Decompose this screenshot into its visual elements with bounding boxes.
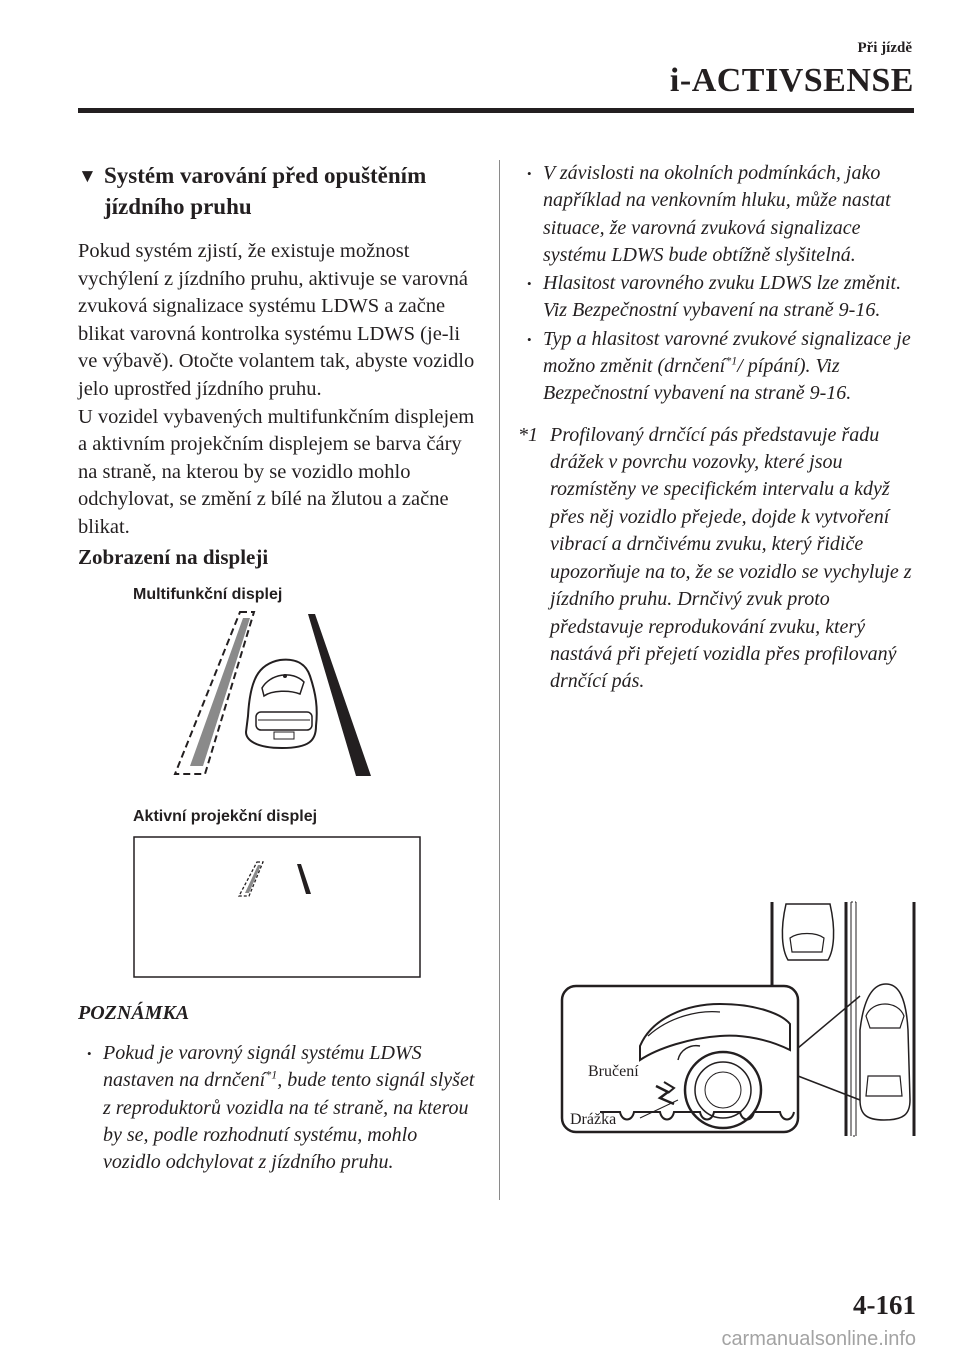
side-car-icon <box>860 984 910 1120</box>
header-rule <box>78 108 914 113</box>
right-lane-line <box>308 614 371 776</box>
triangle-bullet-icon: ▼ <box>78 166 97 187</box>
paragraph: Pokud systém zjistí, že existuje možnost vychýlení z jízdního pruhu, aktivuje se varovná zvuková signalizace systému LDWS a začne blikat varovná kontrolka systému LDWS (je-li ve výbavě). Otočte volantem tak, abyste vozidlo jelo uprostřed jízdního pruhu. <box>78 240 475 400</box>
subheading: Zobrazení na displeji <box>78 544 269 569</box>
multifunction-display-label: Multifunkční displej <box>133 586 283 603</box>
section-title <box>78 160 478 222</box>
rumble-strip-band <box>851 902 856 1136</box>
left-lane-line-highlight <box>190 618 250 766</box>
column-divider <box>499 160 500 1200</box>
multifunction-display-figure <box>170 608 460 778</box>
left-column <box>78 160 478 1174</box>
note-item: • Pokud je varovný signál systému LDWS nastaven na drnčení$^{*1}$, bude tento signál slyšet z reproduktorů vozidla na té straně, na kterou by se, podle rozhodnutí systému, mohlo vozidlo odchylovat z jízdního pruhu. <box>78 1040 478 1176</box>
page-number: 4-161 <box>853 1290 916 1320</box>
note-item: • Typ a hlasitost varovné zvukové signalizace je možno změnit (drnčení$^{*1}$/ pípání). Viz Bezpečnostní vybavení na straně 9-16. <box>518 326 918 408</box>
headup-display-figure <box>133 836 421 978</box>
section-body <box>78 238 478 570</box>
paragraph: U vozidel vybavených multifunkčním displejem a aktivním projekčním displejem se barva čáry na straně, na kterou by se vozidlo mohlo odchylovat, se změní z bílé na žlutou a začne blikat. <box>78 405 475 538</box>
note-list <box>78 1040 478 1176</box>
watermark: carmanualsonline.info <box>721 1328 916 1350</box>
footnote <box>518 422 922 696</box>
chapter-name: Při jízdě <box>857 40 912 56</box>
right-column <box>518 160 918 696</box>
top-car-icon <box>782 904 833 960</box>
note-heading: POZNÁMKA <box>78 1002 190 1024</box>
groove-label: Drážka <box>570 1111 617 1128</box>
rumble-label: Bručení <box>588 1063 639 1080</box>
section-header-title: i-ACTIVSENSE <box>669 62 914 99</box>
rumble-strip-figure <box>560 900 920 1138</box>
headup-display-label: Aktivní projekční displej <box>133 808 318 825</box>
car-rear-icon <box>246 660 317 748</box>
note-item: • V závislosti na okolních podmínkách, jako například na venkovním hluku, může nastat situace, že varovná zvuková signalizace systému LDWS bude obtížně slyšitelná. <box>518 160 918 269</box>
footnote-mark: *1 <box>518 423 538 446</box>
note-item: • Hlasitost varovného zvuku LDWS lze změnit. Viz Bezpečnostní vybavení na straně 9-16. <box>518 270 918 325</box>
footnote-text: Profilovaný drnčící pás představuje řadu drážek v povrchu vozovky, které jsou rozmístěny ve specifickém intervalu a když přes něj vozidlo přejede, dojde k vytvoření vibrací a drnčivému zvuku, který řidiče upozorňuje na to, že se vozidlo se vychyluje z jízdního pruhu. Drnčivý zvuk proto představuje reprodukování zvuku, který nastává při přejetí vozidla přes profilovaný drnčící pás. <box>550 423 912 693</box>
section-title-text: Systém varování před opuštěním jízdního pruhu <box>104 163 427 219</box>
note-list-continued <box>518 160 918 408</box>
